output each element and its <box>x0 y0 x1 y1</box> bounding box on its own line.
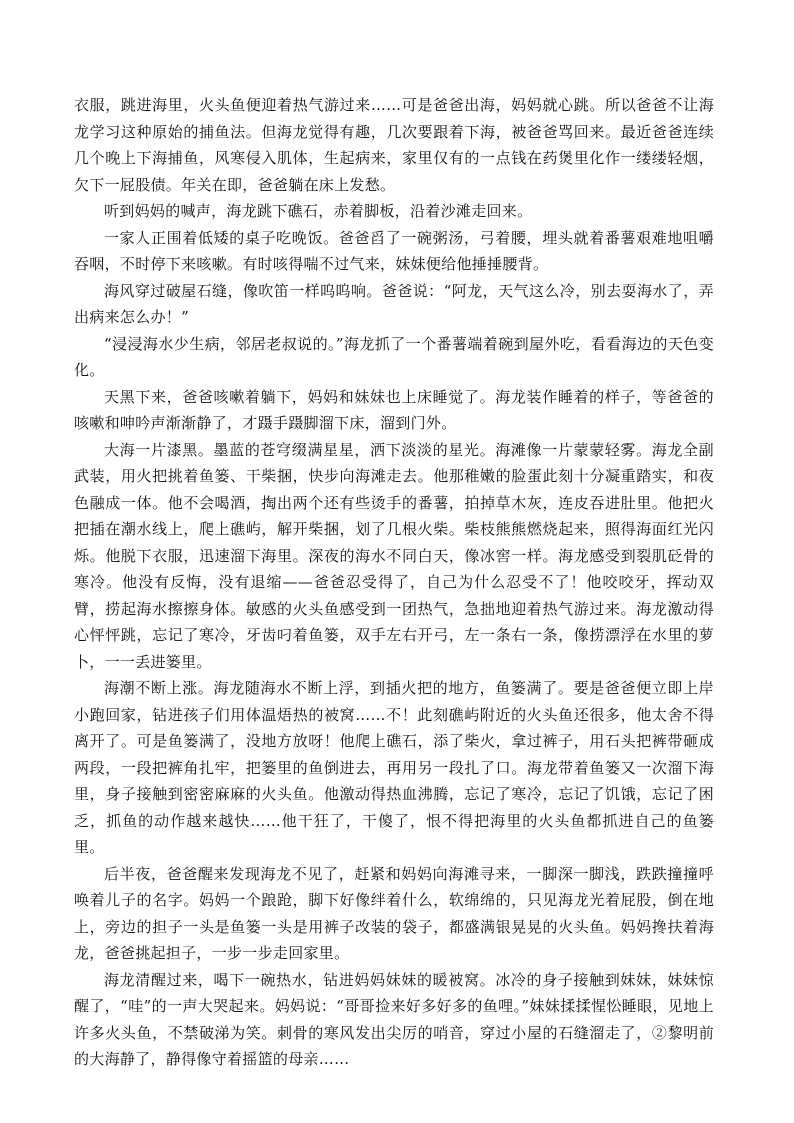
paragraph-6: 天黑下来，爸爸咳嗽着躺下，妈妈和妹妹也上床睡觉了。海龙装作睡着的样子，等爸爸的咳嗽和呻吟声渐渐静了，才蹑手蹑脚溜下床，溜到门外。 <box>74 387 714 432</box>
paragraph-5: “浸浸海水少生病，邻居老叔说的。”海龙抓了一个番薯端着碗到屋外吃，看看海边的天色变化。 <box>74 334 714 379</box>
paragraph-8: 海潮不断上涨。海龙随海水不断上浮，到插火把的地方，鱼篓满了。要是爸爸便立即上岸小跑回家，钻进孩子们用体温焐热的被窝……不！此刻礁屿附近的火头鱼还很多，他太舍不得离开了。可是鱼篓满了，没地方放呀！他爬上礁石，添了柴火，拿过裤子，用石头把裤带砸成两段，一段把裤角扎牢，把篓里的鱼倒进去，再用另一段扎了口。海龙带着鱼篓又一次溜下海里，身子接触到密密麻麻的火头鱼。他激动得热血沸腾，忘记了寒冷，忘记了饥饿，忘记了困乏，抓鱼的动作越来越快……他干狂了，干傻了，恨不得把海里的火头鱼都抓进自己的鱼篓里。 <box>74 679 714 856</box>
paragraph-9: 后半夜，爸爸醒来发现海龙不见了，赶紧和妈妈向海滩寻来，一脚深一脚浅，跌跌撞撞呼唤着儿子的名字。妈妈一个踉跄，脚下好像绊着什么，软绵绵的，只见海龙光着屁股，倒在地上，旁边的担子一头是鱼篓一头是用裤子改装的袋子，都盛满银晃晃的火头鱼。妈妈搀扶着海龙，爸爸挑起担子，一步一步走回家里。 <box>74 864 714 962</box>
paragraph-1: 衣服，跳进海里，火头鱼便迎着热气游过来……可是爸爸出海，妈妈就心跳。所以爸爸不让海龙学习这种原始的捕鱼法。但海龙觉得有趣，几次要跟着下海，被爸爸骂回来。最近爸爸连续几个晚上下海捕鱼，风寒侵入肌体，生起病来，家里仅有的一点钱在药煲里化作一缕缕轻烟，欠下一屁股债。年关在即，爸爸躺在床上发愁。 <box>74 96 714 194</box>
paragraph-7: 大海一片漆黑。墨蓝的苍穹缀满星星，洒下淡淡的星光。海滩像一片蒙蒙轻雾。海龙全副武装，用火把挑着鱼篓、干柴捆，快步向海滩走去。他那稚嫩的脸蛋此刻十分凝重踏实，和夜色融成一体。他不会喝酒，掏出两个还有些烫手的番薯，拍掉草木灰，连皮吞进肚里。他把火把插在潮水线上，爬上礁屿，解开柴捆，划了几根火柴。柴枝熊熊燃烧起来，照得海面红光闪烁。他脱下衣服，迅速溜下海里。深夜的海水不同白天，像冰窖一样。海龙感受到裂肌砭骨的寒冷。他没有反悔，没有退缩——爸爸忍受得了，自己为什么忍受不了！他咬咬牙，挥动双臂，捞起海水擦擦身体。敏感的火头鱼感受到一团热气，急拙地迎着热气游过来。海龙激动得心怦怦跳，忘记了寒冷，牙齿叼着鱼篓，双手左右开弓，左一条右一条，像捞漂浮在水里的萝卜，一一丢进篓里。 <box>74 440 714 671</box>
document-body <box>74 92 714 1073</box>
paragraph-3: 一家人正围着低矮的桌子吃晚饭。爸爸舀了一碗粥汤，弓着腰，埋头就着番薯艰难地咀嚼吞咽，不时停下来咳嗽。有时咳得喘不过气来，妹妹便给他捶捶腰背。 <box>74 228 714 273</box>
paragraph-2: 听到妈妈的喊声，海龙跳下礁石，赤着脚板，沿着沙滩走回来。 <box>104 202 533 220</box>
paragraph-10: 海龙清醒过来，喝下一碗热水，钻进妈妈妹妹的暖被窝。冰冷的身子接触到妹妹，妹妹惊醒了，“哇”的一声大哭起来。妈妈说：“哥哥捡来好多好多的鱼哩。”妹妹揉揉惺忪睡眼，见地上许多火头鱼，不禁破涕为笑。刺骨的寒风发出尖厉的哨音，穿过小屋的石缝溜走了，②黎明前的大海静了，静得像守着摇篮的母亲…… <box>74 970 714 1068</box>
paragraph-4: 海风穿过破屋石缝，像吹笛一样呜呜响。爸爸说：“阿龙，天气这么冷，别去耍海水了，弄出病来怎么办！” <box>74 281 714 326</box>
